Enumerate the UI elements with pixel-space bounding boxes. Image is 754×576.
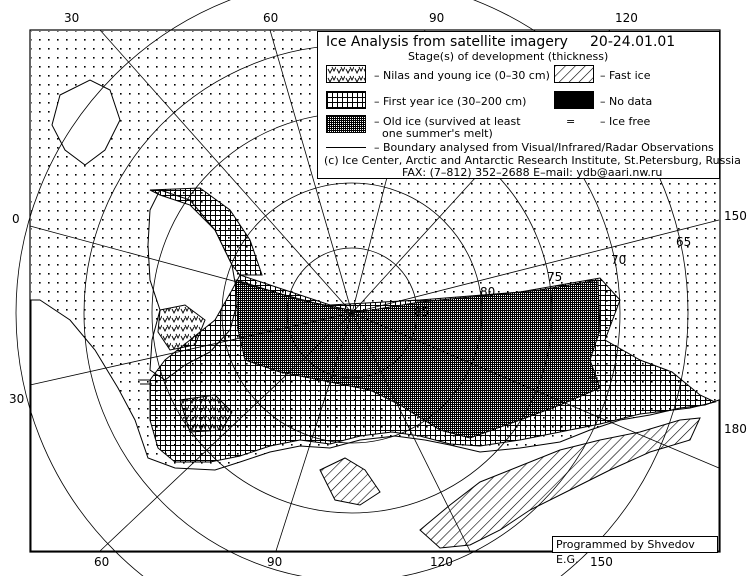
legend-subtitle: Stage(s) of development (thickness) [408, 50, 609, 63]
lat-label-85: 85 [414, 305, 430, 319]
legend-first-year-label: – First year ice (30–200 cm) [374, 95, 527, 108]
lat-label-65: 65 [676, 235, 692, 249]
lon-label-bottom-120: 120 [430, 555, 453, 569]
legend-no-data-label: – No data [600, 95, 653, 108]
lon-label-top-120: 120 [615, 11, 638, 25]
lat-label-75: 75 [547, 270, 563, 284]
lon-label-left-0: 0 [12, 212, 20, 226]
legend-contact: FAX: (7–812) 352–2688 E–mail: ydb@aari.nw.ru [402, 166, 663, 179]
legend-ice-free-label: – Ice free [600, 115, 651, 128]
ice-free-symbol: = [566, 115, 576, 128]
lon-label-top-90: 90 [429, 11, 445, 25]
lon-label-right-150: 150 [724, 209, 747, 223]
lon-label-top-60: 60 [263, 11, 279, 25]
swatch-first-year [326, 91, 366, 109]
lat-label-80: 80 [480, 285, 496, 299]
lon-label-left-30: 30 [9, 392, 25, 406]
lon-label-top-30: 30 [64, 11, 80, 25]
swatch-old-ice [326, 115, 366, 133]
lat-label-70: 70 [611, 253, 627, 267]
legend-institute: (c) Ice Center, Arctic and Antarctic Research Institute, St.Petersburg, Russia [324, 154, 741, 167]
lon-label-bottom-60: 60 [94, 555, 110, 569]
lon-label-right-180: 180 [724, 422, 747, 436]
legend-title: Ice Analysis from satellite imagery [326, 34, 568, 50]
swatch-no-data [554, 91, 594, 109]
legend-dates: 20-24.01.01 [590, 34, 676, 50]
credit-box: Programmed by Shvedov E.G. [552, 536, 718, 553]
lon-label-bottom-90: 90 [267, 555, 283, 569]
legend-box [317, 31, 741, 179]
legend-fast-ice-label: – Fast ice [600, 69, 651, 82]
legend-nilas-label: – Nilas and young ice (0–30 cm) [374, 69, 550, 82]
lon-label-bottom-150: 150 [590, 555, 613, 569]
swatch-nilas [326, 65, 366, 83]
legend-boundary-label: – Boundary analysed from Visual/Infrared/Radar Observations [374, 141, 714, 154]
legend-old-ice-label: – Old ice (survived at least [374, 115, 521, 128]
swatch-boundary-line [326, 147, 366, 148]
swatch-fast-ice [554, 65, 594, 83]
legend-old-ice-label-2: one summer's melt) [382, 127, 493, 140]
